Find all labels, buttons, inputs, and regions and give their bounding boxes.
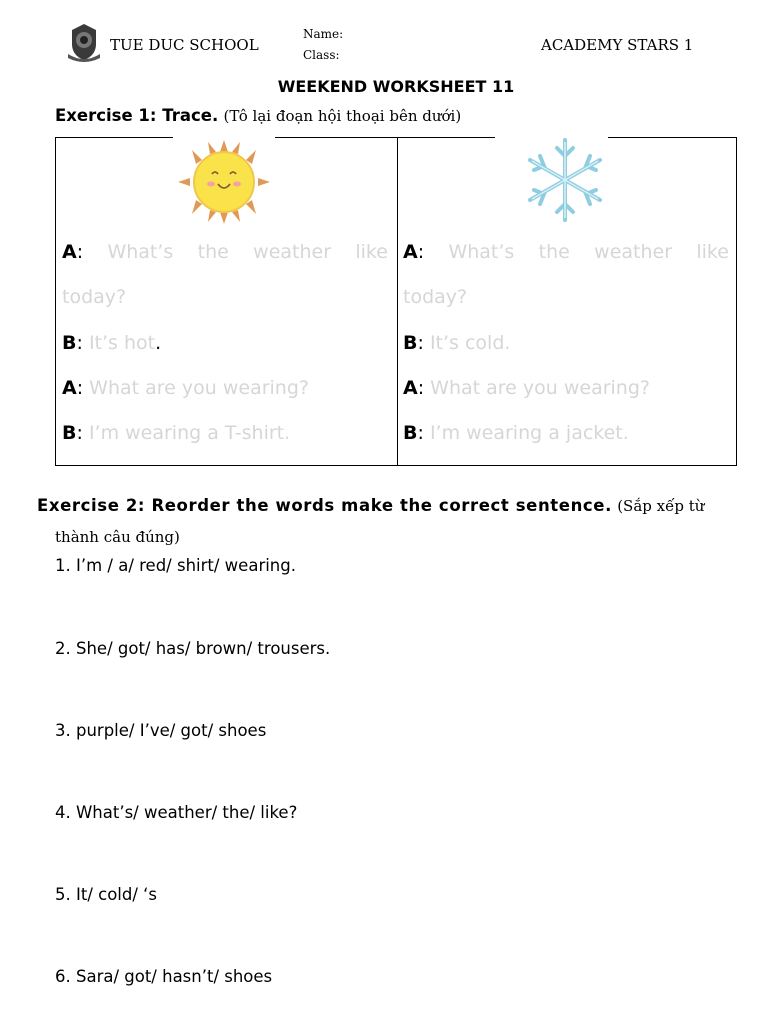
snowflake-icon (520, 136, 610, 224)
reorder-item: 3. purple/ I’ve/ got/ shoes (55, 721, 267, 740)
dialogue-line: A: What are you wearing? (62, 377, 309, 399)
dialogue-line: B: It’s cold. (403, 332, 511, 354)
dialogue-line: today? (62, 286, 127, 308)
school-name: TUE DUC SCHOOL (110, 36, 259, 54)
reorder-item: 1. I’m / a/ red/ shirt/ wearing. (55, 556, 296, 575)
exercise1-instruction: (Tô lại đoạn hội thoại bên dưới) (223, 107, 462, 125)
table-divider (397, 138, 398, 465)
dialogue-table (55, 137, 737, 466)
exercise1-heading: Exercise 1: Trace. (Tô lại đoạn hội thoại bên dưới) (55, 106, 462, 125)
dialogue-line: today? (403, 286, 468, 308)
dialogue-line: A: What’s the weather like (62, 241, 388, 263)
reorder-item: 5. It/ cold/ ‘s (55, 885, 157, 904)
book-title: ACADEMY STARS 1 (541, 36, 694, 54)
dialogue-line: B: It’s hot. (62, 332, 162, 354)
worksheet-title: WEEKEND WORKSHEET 11 (277, 77, 515, 96)
school-logo-icon (66, 22, 102, 62)
exercise2-heading: Exercise 2: Reorder the words make the correct sentence. (Sắp xếp từ (37, 496, 705, 515)
exercise2-instruction: (Sắp xếp từ (617, 497, 705, 515)
dialogue-line: A: What are you wearing? (403, 377, 650, 399)
dialogue-line: B: I’m wearing a T-shirt. (62, 422, 291, 444)
sun-icon (176, 138, 272, 226)
reorder-item: 6. Sara/ got/ hasn’t/ shoes (55, 967, 273, 986)
reorder-item: 2. She/ got/ has/ brown/ trousers. (55, 639, 331, 658)
class-label: Class: (303, 48, 340, 62)
dialogue-line: A: What’s the weather like (403, 241, 729, 263)
exercise2-instruction-cont: thành câu đúng) (55, 528, 180, 546)
name-label: Name: (303, 27, 344, 41)
dialogue-line: B: I’m wearing a jacket. (403, 422, 629, 444)
reorder-item: 4. What’s/ weather/ the/ like? (55, 803, 298, 822)
